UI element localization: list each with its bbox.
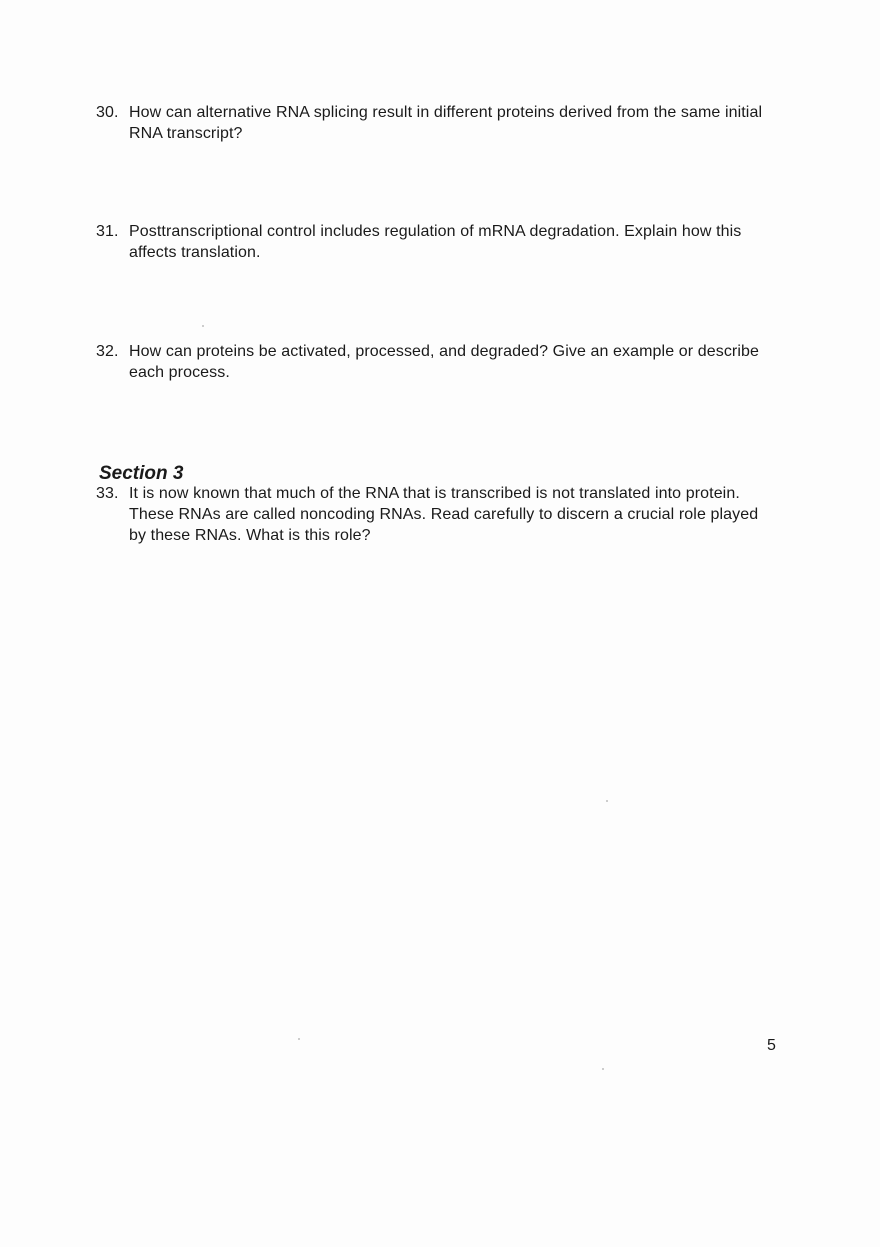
scan-speck <box>298 1038 300 1040</box>
question-30 <box>96 102 776 144</box>
section-heading: Section 3 <box>99 463 184 484</box>
scan-speck <box>202 325 204 327</box>
scan-speck <box>602 1068 604 1070</box>
question-31 <box>96 221 776 263</box>
question-number: 30. <box>96 104 119 121</box>
question-text: How can proteins be activated, processed, and degraded? Give an example or describe each process. <box>129 343 760 381</box>
scan-speck <box>606 800 608 802</box>
question-number: 32. <box>96 343 119 360</box>
question-text: It is now known that much of the RNA that is transcribed is not translated into protein. These RNAs are called noncoding RNAs. Read carefully to discern a crucial role played by these RNAs. What is this role? <box>129 485 759 544</box>
page-number: 5 <box>767 1037 776 1054</box>
question-32 <box>96 341 776 383</box>
question-number: 33. <box>96 485 119 502</box>
question-number: 31. <box>96 223 119 240</box>
question-text: Posttranscriptional control includes regulation of mRNA degradation. Explain how this affects translation. <box>129 223 742 261</box>
question-33 <box>96 483 776 546</box>
question-text: How can alternative RNA splicing result in different proteins derived from the same initial RNA transcript? <box>129 104 763 142</box>
